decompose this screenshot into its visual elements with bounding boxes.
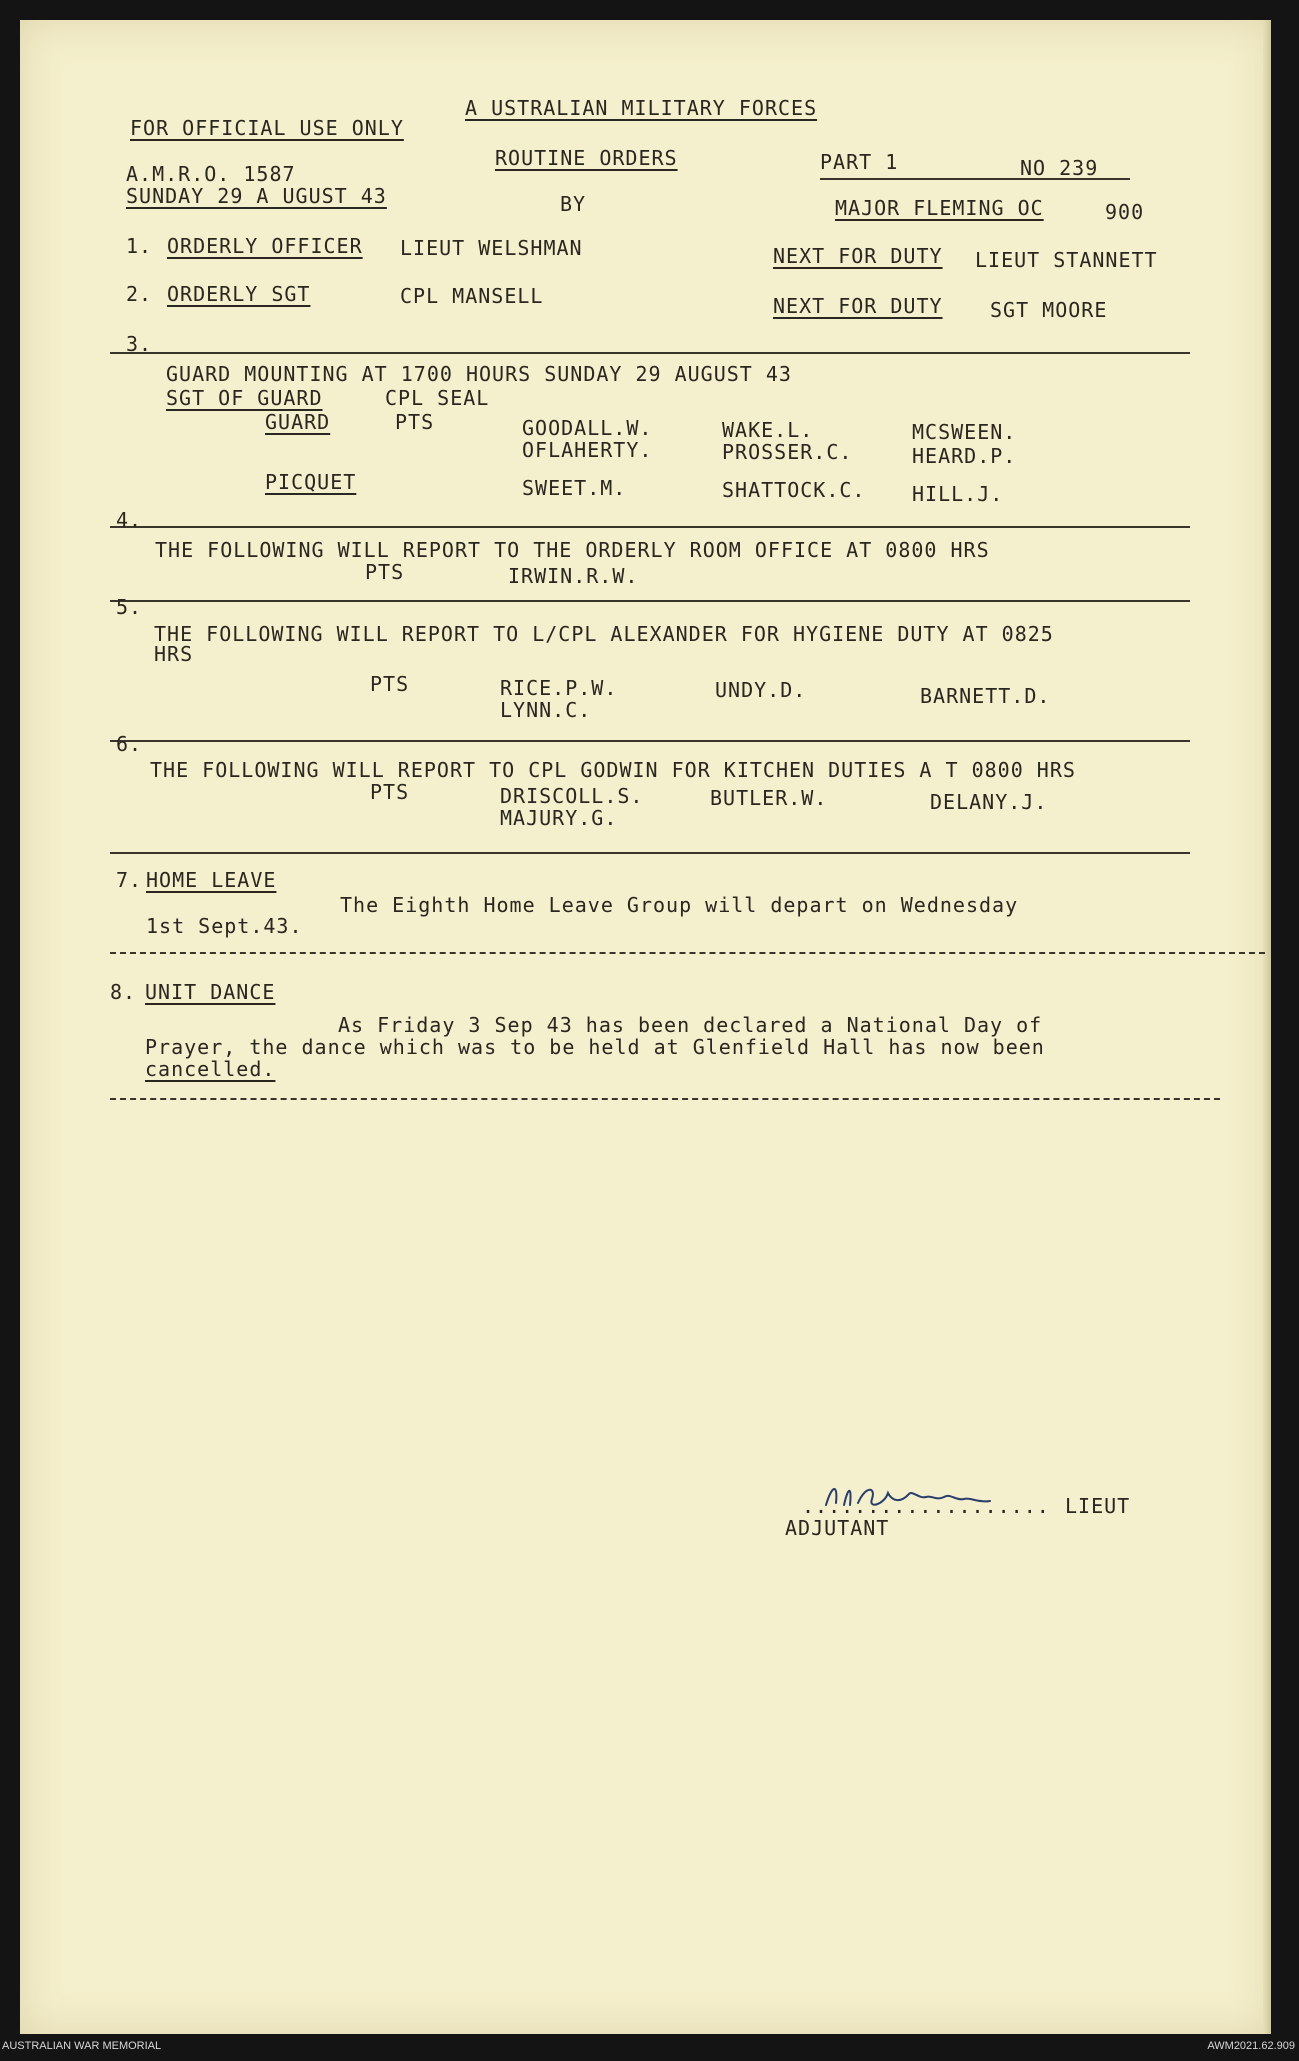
guard-label: GUARD [265, 410, 331, 434]
item2-number: 2. [126, 282, 153, 306]
guard-name: GOODALL.W. [522, 416, 653, 440]
section-divider [110, 740, 1190, 742]
order-date: SUNDAY 29 A UGUST 43 [126, 184, 387, 208]
picquet-name: HILL.J. [912, 482, 1004, 506]
item8-number: 8. [110, 980, 137, 1004]
guard-name: MCSWEEN. [912, 420, 1017, 444]
item6-name: MAJURY.G. [500, 806, 618, 830]
home-leave-text: The Eighth Home Leave Group will depart on Wednesday [340, 893, 1019, 917]
picquet-label: PICQUET [265, 470, 357, 494]
by-label: BY [560, 192, 587, 216]
item5-name: LYNN.C. [500, 698, 592, 722]
next-duty-name-2: SGT MOORE [990, 298, 1108, 322]
section-divider [110, 952, 1265, 954]
orderly-officer-label: ORDERLY OFFICER [167, 234, 363, 258]
signature-rank: LIEUT [1065, 1494, 1131, 1518]
guard-mounting-heading: GUARD MOUNTING AT 1700 HOURS SUNDAY 29 AUGUST 43 [166, 362, 792, 386]
order-number: NO 239 [1020, 156, 1099, 180]
guard-name: OFLAHERTY. [522, 438, 653, 462]
sgt-of-guard-label: SGT OF GUARD [166, 386, 323, 410]
picquet-name: SWEET.M. [522, 476, 627, 500]
item4-pts: PTS [365, 560, 405, 584]
document-page [20, 20, 1271, 2034]
item4-number: 4. [116, 508, 143, 532]
home-leave-heading: HOME LEAVE [146, 868, 277, 892]
item6-number: 6. [116, 732, 143, 756]
document-title: A USTRALIAN MILITARY FORCES [465, 96, 818, 120]
guard-name: WAKE.L. [722, 418, 814, 442]
item4-name: IRWIN.R.W. [508, 564, 639, 588]
item6-name: DELANY.J. [930, 790, 1048, 814]
orderly-sgt-label: ORDERLY SGT [167, 282, 311, 306]
paper-edge [1263, 20, 1271, 2034]
header-rule [820, 178, 1130, 180]
next-duty-label: NEXT FOR DUTY [773, 244, 943, 268]
item7-number: 7. [116, 868, 143, 892]
amro-number: A.M.R.O. 1587 [126, 162, 296, 186]
item1-number: 1. [126, 234, 153, 258]
guard-name: HEARD.P. [912, 444, 1017, 468]
guard-name: PROSSER.C. [722, 440, 853, 464]
home-leave-date: 1st Sept.43. [146, 914, 303, 938]
item5-name: UNDY.D. [715, 678, 807, 702]
next-duty-name: LIEUT STANNETT [975, 248, 1158, 272]
part-label: PART 1 [820, 150, 899, 174]
item5-number: 5. [116, 595, 143, 619]
official-use-label: FOR OFFICIAL USE ONLY [130, 116, 404, 140]
item5-pts: PTS [370, 672, 410, 696]
section-divider [110, 352, 1190, 354]
guard-pts: PTS [395, 410, 435, 434]
unit-dance-line2: Prayer, the dance which was to be held at Glenfield Hall has now been [145, 1035, 1045, 1059]
archive-credit: AUSTRALIAN WAR MEMORIAL [2, 2040, 162, 2052]
section-divider [110, 600, 1190, 602]
orderly-officer-name: LIEUT WELSHMAN [400, 236, 583, 260]
sgt-of-guard-name: CPL SEAL [385, 386, 490, 410]
item3-number: 3. [126, 332, 153, 356]
item5-name: RICE.P.W. [500, 676, 618, 700]
unit-dance-line1: As Friday 3 Sep 43 has been declared a National Day of [338, 1013, 1043, 1037]
item5-text: THE FOLLOWING WILL REPORT TO L/CPL ALEXANDER FOR HYGIENE DUTY AT 0825 [154, 622, 1054, 646]
item5-text-continued: HRS [154, 642, 194, 666]
archive-reference: AWM2021.62.909 [1207, 2040, 1295, 2052]
item6-name: DRISCOLL.S. [500, 784, 644, 808]
item4-text: THE FOLLOWING WILL REPORT TO THE ORDERLY ROOM OFFICE AT 0800 HRS [155, 538, 990, 562]
item6-pts: PTS [370, 780, 410, 804]
item5-name: BARNETT.D. [920, 684, 1051, 708]
next-duty-label-2: NEXT FOR DUTY [773, 294, 943, 318]
item6-name: BUTLER.W. [710, 786, 828, 810]
header-time: 900 [1105, 200, 1145, 224]
adjutant-title: ADJUTANT [785, 1516, 890, 1540]
section-divider [110, 1098, 1220, 1100]
item6-text: THE FOLLOWING WILL REPORT TO CPL GODWIN FOR KITCHEN DUTIES A T 0800 HRS [150, 758, 1076, 782]
unit-dance-line3: cancelled. [145, 1057, 276, 1081]
orderly-sgt-name: CPL MANSELL [400, 284, 544, 308]
routine-orders-label: ROUTINE ORDERS [495, 146, 678, 170]
issuing-officer: MAJOR FLEMING OC [835, 196, 1044, 220]
unit-dance-heading: UNIT DANCE [145, 980, 276, 1004]
section-divider [110, 852, 1190, 854]
section-divider [110, 526, 1190, 528]
picquet-name: SHATTOCK.C. [722, 478, 866, 502]
signature-dots: ................... [802, 1494, 1050, 1518]
